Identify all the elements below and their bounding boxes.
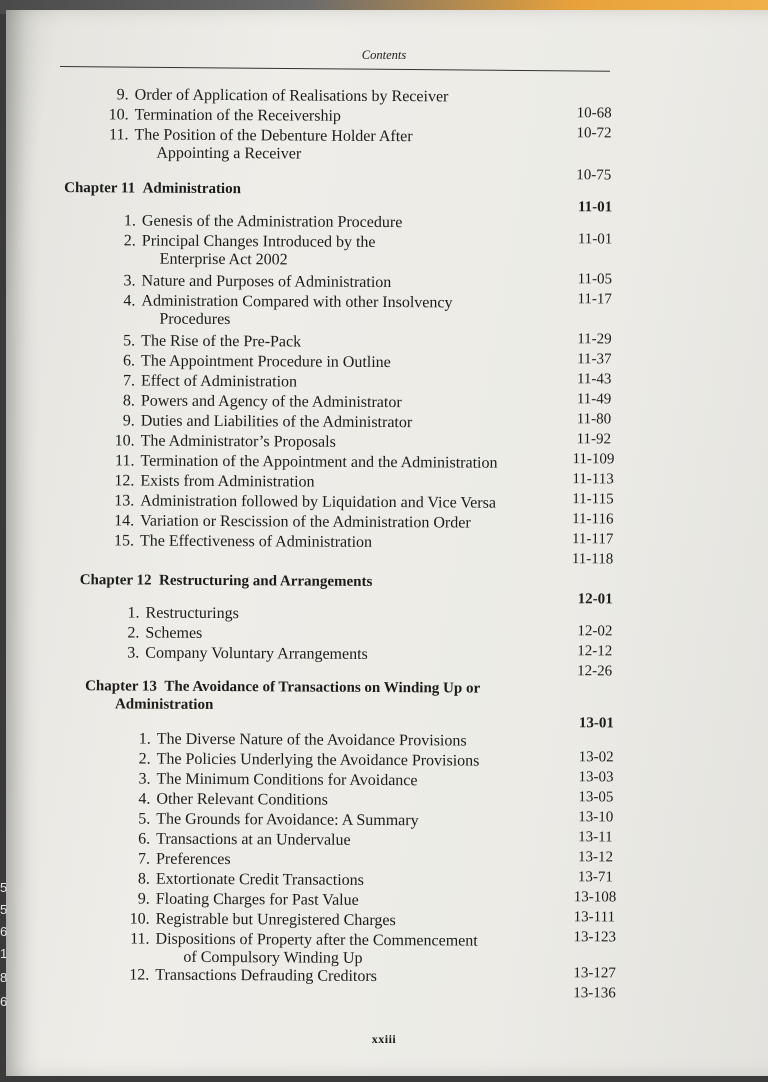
edge-digit: 5	[0, 880, 8, 895]
toc-entry: 10. Registrable but Unregistered Charges	[129, 910, 396, 930]
toc-entry: 10. Termination of the Receivership	[108, 106, 342, 125]
toc-entry: 1. Restructurings	[127, 604, 239, 623]
toc-entry: 8. Extortionate Credit Transactions	[137, 870, 364, 889]
toc-page-number: 13-136	[573, 985, 616, 1002]
toc-entry: 6. Transactions at an Undervalue	[138, 830, 351, 849]
toc-page-number: 10-72	[576, 125, 612, 142]
edge-digit: 6	[0, 994, 8, 1009]
toc-page-number: 13-127	[573, 965, 616, 982]
toc-entry: 11. Dispositions of Property after the Commencement	[130, 930, 478, 950]
edge-digit: 8	[0, 970, 8, 985]
toc-entry: 2. The Policies Underlying the Avoidance Provisions	[138, 750, 480, 770]
toc-entry-continuation: Procedures	[159, 310, 231, 329]
page-folio: xxiii	[371, 1032, 397, 1046]
chapter-heading: Chapter 12 Restructuring and Arrangements	[79, 572, 373, 590]
toc-entry-continuation: Appointing a Receiver	[156, 144, 302, 163]
chapter-page-number: 11-01	[577, 199, 613, 216]
toc-page-number: 11-37	[577, 351, 612, 368]
toc-entry: 3. Nature and Purposes of Administration	[123, 272, 392, 292]
toc-entry-continuation: of Compulsory Winding Up	[183, 948, 363, 967]
toc-entry: 11. Termination of the Appointment and the Administration	[115, 452, 498, 472]
toc-page-number: 10-68	[576, 105, 612, 122]
toc-page-number: 11-113	[572, 471, 614, 488]
edge-digit: 5	[0, 902, 8, 917]
toc-page-number: 12-26	[577, 663, 613, 680]
toc-page-number: 13-03	[578, 769, 614, 786]
toc-entry: 1. Genesis of the Administration Procedure	[123, 212, 403, 232]
toc-page-number: 11-117	[571, 531, 614, 548]
toc-entry: 7. Effect of Administration	[122, 372, 298, 391]
toc-page-number: 13-108	[573, 889, 617, 906]
toc-entry: 2. Schemes	[127, 624, 203, 642]
toc-page-number: 11-80	[576, 411, 612, 428]
toc-page-number: 13-11	[578, 829, 613, 846]
running-header: Contents	[361, 48, 407, 62]
toc-page-number: 11-116	[572, 511, 614, 528]
toc-page-number: 12-12	[577, 643, 613, 660]
chapter-heading: Chapter 13 The Avoidance of Transactions on Winding Up or	[85, 678, 481, 697]
chapter-page-number: 12-01	[577, 591, 613, 608]
toc-page-number: 13-12	[578, 849, 614, 866]
toc-page-number: 11-115	[572, 491, 614, 508]
toc-entry: 3. The Minimum Conditions for Avoidance	[138, 770, 418, 790]
toc-entry: 9. Floating Charges for Past Value	[137, 890, 359, 909]
toc-entry: 12. Transactions Defrauding Creditors	[129, 966, 377, 985]
toc-page-number: 11-43	[576, 371, 612, 388]
edge-digit: 6	[0, 924, 8, 939]
toc-entry: 13. Administration followed by Liquidation and Vice Versa	[114, 492, 496, 512]
toc-page-number: 13-10	[578, 809, 614, 826]
toc-page-number: 13-05	[578, 789, 614, 806]
toc-page-number: 13-02	[578, 749, 614, 766]
toc-page-number: 11-109	[572, 451, 615, 468]
toc-entry: 7. Preferences	[137, 850, 231, 869]
toc-entry: 5. The Grounds for Avoidance: A Summary	[138, 810, 419, 830]
toc-entry: 9. Duties and Liabilities of the Administrator	[122, 412, 413, 432]
toc-entry: 8. Powers and Agency of the Administrator	[122, 392, 402, 412]
toc-page-number: 11-118	[571, 551, 614, 568]
toc-entry: 2. Principal Changes Introduced by the	[123, 232, 376, 251]
edge-digit: 1	[0, 946, 8, 961]
toc-page-number: 13-111	[573, 909, 616, 926]
toc-entry: 9. Order of Application of Realisations by Receiver	[116, 86, 449, 106]
toc-entry: 5. The Rise of the Pre-Pack	[123, 332, 302, 351]
chapter-page-number: 13-01	[578, 715, 614, 732]
toc-page-number: 10-75	[576, 167, 612, 184]
toc-page-number: 13-71	[577, 869, 613, 886]
toc-entry: 15. The Effectiveness of Administration	[113, 532, 373, 551]
toc-entry: 11. The Position of the Debenture Holder After	[109, 126, 413, 146]
toc-page-number: 13-123	[573, 929, 617, 946]
toc-entry: 3. Company Voluntary Arrangements	[127, 644, 368, 663]
toc-entry: 4. Administration Compared with other Insolvency	[123, 292, 453, 312]
toc-page-number: 11-01	[577, 231, 613, 248]
toc-page-number: 11-49	[576, 391, 612, 408]
toc-entry: 12. Exists from Administration	[114, 472, 315, 491]
chapter-heading-continuation: Administration	[114, 696, 214, 713]
toc-entry: 10. The Administrator’s Proposals	[114, 432, 336, 451]
toc-page-number: 11-17	[577, 291, 612, 308]
toc-entry-continuation: Enterprise Act 2002	[159, 250, 288, 269]
toc-page-number: 11-29	[577, 331, 612, 348]
toc-page-number: 12-02	[577, 623, 613, 640]
toc-entry: 1. The Diverse Nature of the Avoidance Provisions	[138, 730, 467, 750]
toc-page-number: 11-05	[577, 271, 613, 288]
toc-entry: 6. The Appointment Procedure in Outline	[123, 352, 391, 372]
chapter-heading: Chapter 11 Administration	[64, 180, 242, 198]
toc-entry: 4. Other Relevant Conditions	[138, 790, 328, 809]
toc-page-number: 11-92	[576, 431, 612, 448]
toc-entry: 14. Variation or Rescission of the Administration Order	[114, 512, 471, 532]
